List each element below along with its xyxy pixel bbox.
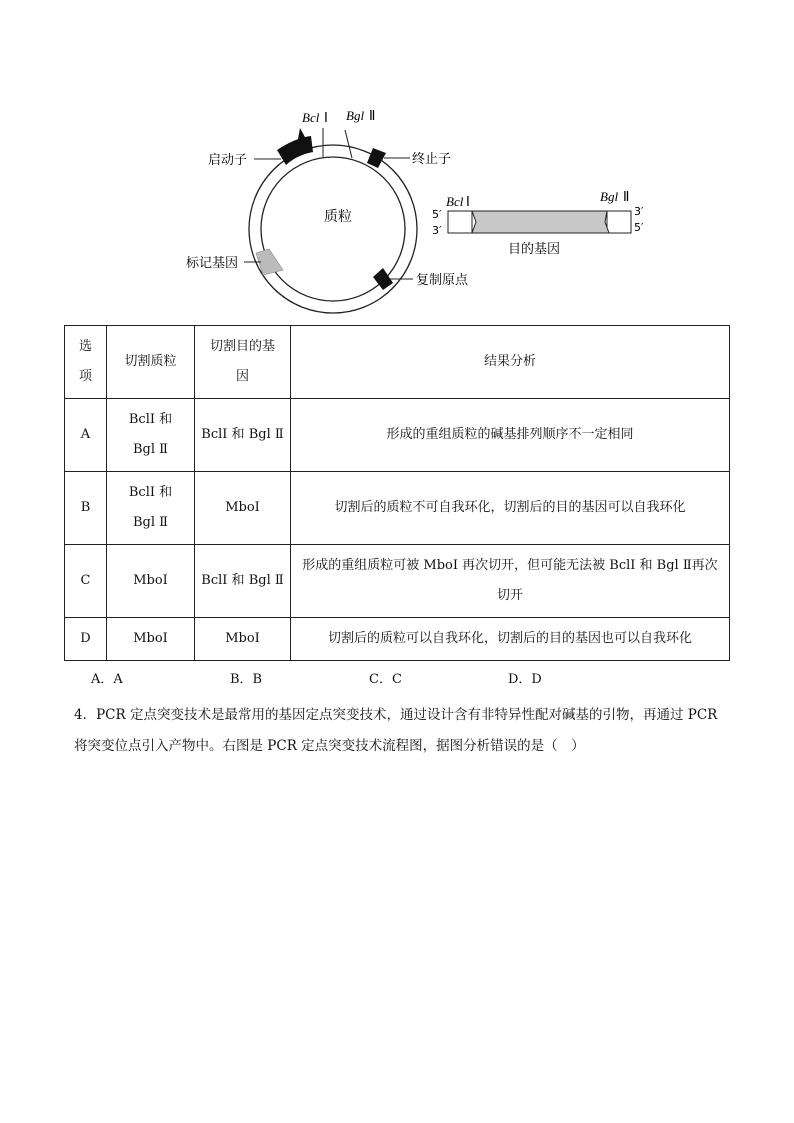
- plasmid-diagram: [0, 0, 794, 320]
- table-row: [65, 618, 730, 661]
- origin-label: 复制原点: [416, 273, 469, 288]
- choice-c[interactable]: C．C: [369, 672, 402, 687]
- bgl-site-line: [345, 130, 352, 158]
- header-analysis: 结果分析: [291, 326, 730, 399]
- row-plasmid: MboI: [107, 618, 195, 661]
- choice-d[interactable]: D．D: [508, 672, 542, 687]
- gene-bgl-numeral: Ⅱ: [623, 190, 630, 205]
- row-plasmid: BclI 和 Bgl Ⅱ: [107, 472, 195, 545]
- gene-5-left: 5′: [432, 208, 442, 221]
- marker-label: 标记基因: [186, 256, 239, 271]
- row-option: B: [65, 472, 107, 545]
- row-option: D: [65, 618, 107, 661]
- terminator-label: 终止子: [412, 152, 452, 167]
- plasmid-center-label: 质粒: [324, 209, 352, 225]
- options-table: [64, 325, 730, 661]
- bgl-site-numeral: Ⅱ: [369, 109, 376, 124]
- row-option: C: [65, 545, 107, 618]
- gene-bcl-numeral: Ⅰ: [466, 195, 470, 210]
- gene-label: 目的基因: [508, 242, 561, 257]
- gene-bgl-name: Bgl: [600, 189, 619, 204]
- row-gene: BclI 和 Bgl Ⅱ: [195, 399, 291, 472]
- gene-3-right: 3′: [634, 205, 644, 218]
- row-analysis: 切割后的质粒可以自我环化，切割后的目的基因也可以自我环化: [291, 618, 730, 661]
- answer-choices: [91, 668, 647, 687]
- gene-5-right: 5′: [634, 221, 644, 234]
- gene-bcl-name: Bcl: [446, 194, 464, 209]
- gene-3-left: 3′: [432, 224, 442, 237]
- gene-right-end: [607, 211, 631, 233]
- terminator-segment: [367, 148, 386, 168]
- table-row: [65, 545, 730, 618]
- row-option: A: [65, 399, 107, 472]
- gene-body: [472, 211, 609, 233]
- bcl-site-numeral: Ⅰ: [324, 111, 328, 126]
- header-gene: 切割目的基因: [195, 326, 291, 399]
- table-row: [65, 399, 730, 472]
- row-analysis: 形成的重组质粒可被 MboI 再次切开，但可能无法被 BclI 和 Bgl Ⅱ再次切开: [291, 545, 730, 618]
- choice-a[interactable]: A．A: [91, 672, 123, 687]
- choice-b[interactable]: B．B: [230, 672, 263, 687]
- promoter-label: 启动子: [208, 153, 248, 168]
- table-row: [65, 472, 730, 545]
- bcl-site-name: Bcl: [302, 110, 320, 125]
- row-plasmid: BclI 和 Bgl Ⅱ: [107, 399, 195, 472]
- row-gene: MboI: [195, 618, 291, 661]
- promoter-segment: [277, 136, 313, 165]
- row-analysis: 形成的重组质粒的碱基排列顺序不一定相同: [291, 399, 730, 472]
- row-gene: BclI 和 Bgl Ⅱ: [195, 545, 291, 618]
- question-4-text: 4．PCR 定点突变技术是最常用的基因定点突变技术，通过设计含有非特异性配对碱基的引物，再通过 PCR 将突变位点引入产物中。右图是 PCR 定点突变技术流程图，据图分析错误的是（ ）: [74, 707, 718, 754]
- header-plasmid: 切割质粒: [107, 326, 195, 399]
- header-option: 选项: [65, 326, 107, 399]
- plasmid-outer-ring: [249, 145, 417, 313]
- bgl-site-name: Bgl: [346, 108, 365, 123]
- table-header-row: [65, 326, 730, 399]
- row-gene: MboI: [195, 472, 291, 545]
- row-analysis: 切割后的质粒不可自我环化，切割后的目的基因可以自我环化: [291, 472, 730, 545]
- row-plasmid: MboI: [107, 545, 195, 618]
- gene-left-end: [448, 211, 472, 233]
